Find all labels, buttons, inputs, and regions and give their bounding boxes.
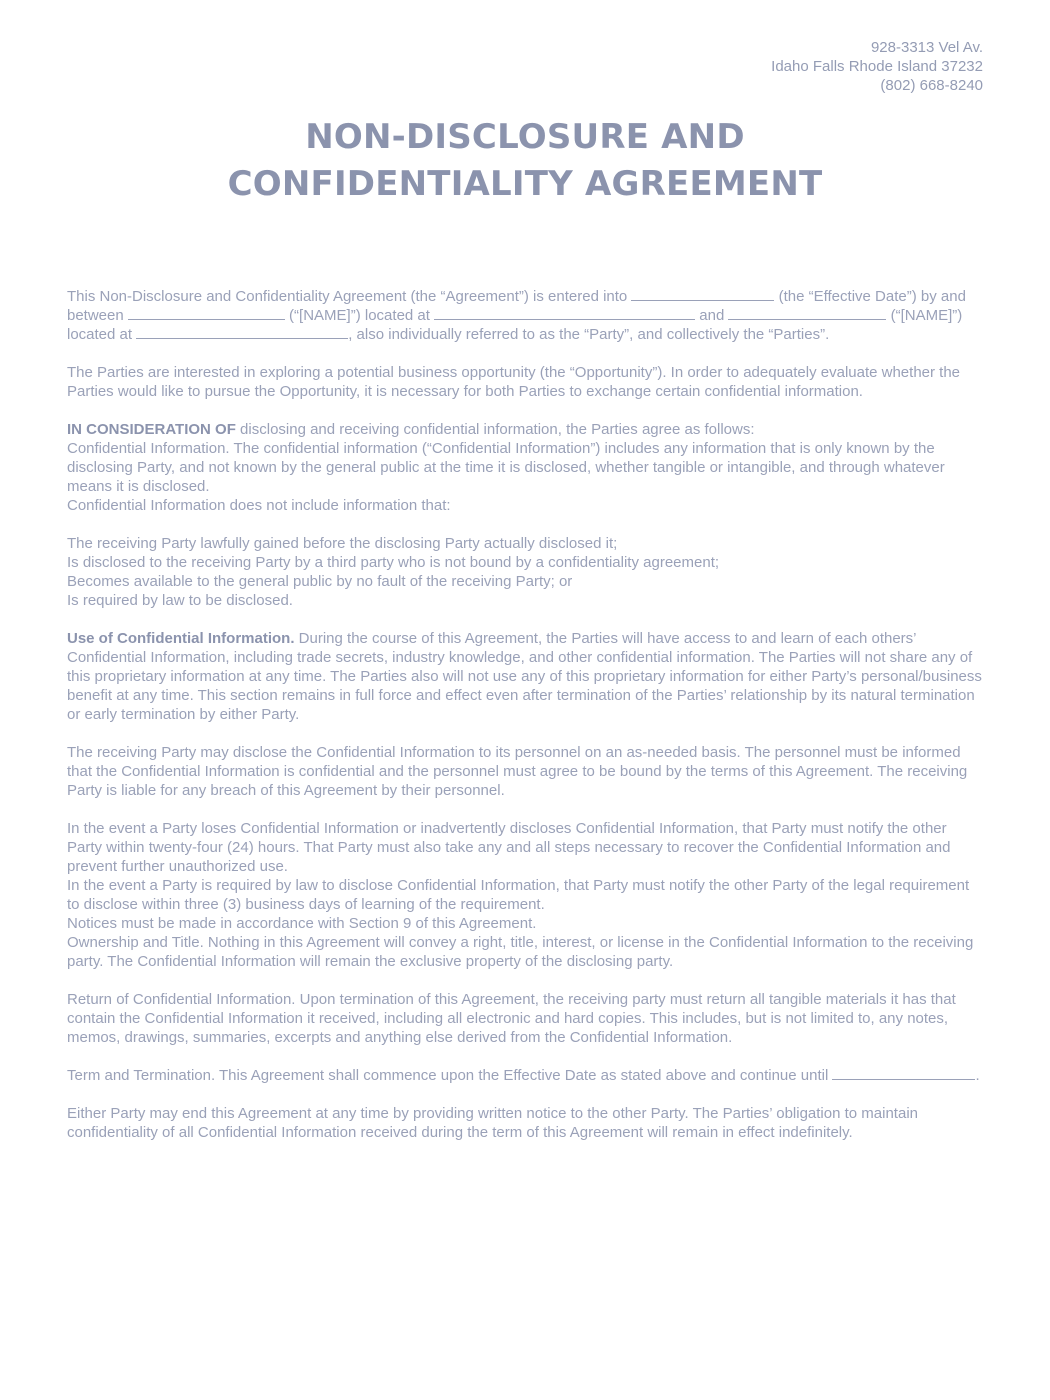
term-end-blank[interactable] (832, 1066, 975, 1080)
exclusion-intro: Confidential Information does not include information that: (67, 497, 451, 514)
exclusion-item: The receiving Party lawfully gained before the disclosing Party actually disclosed it; (67, 535, 618, 552)
address-phone: (802) 668-8240 (880, 77, 983, 94)
use-paragraph (67, 629, 985, 724)
intro-text-3: (“[NAME]”) located at (284, 307, 435, 324)
intro-text-1: This Non-Disclosure and Confidentiality Agreement (the “Agreement”) is entered into (67, 288, 632, 305)
address-street: 928-3313 Vel Av. (870, 39, 983, 56)
return-paragraph: Return of Confidential Information. Upon termination of this Agreement, the receiving party must return all tangible materials it has that contain the Confidential Information it received, including all electronic and hard copies. This includes, but is not limited to, any notes, memos, drawings, summaries, excerpts and anything else derived from the Confidential Information. (67, 991, 956, 1046)
either-party-paragraph: Either Party may end this Agreement at any time by providing written notice to the other Party. The Parties’ obligation to maintain confidentiality of all Confidential Information received during the term of this Agreement will remain in effect indefinitely. (67, 1105, 918, 1141)
party2-address-blank[interactable] (136, 325, 348, 339)
exclusion-item: Is required by law to be disclosed. (67, 592, 293, 609)
use-lead: Use of Confidential Information. (67, 630, 295, 647)
intro-text-5: (“[NAME]”) located at (67, 307, 963, 343)
term-end: . (975, 1067, 980, 1084)
consideration-text: disclosing and receiving confidential information, the Parties agree as follows: (235, 421, 755, 438)
exclusions-list (67, 534, 985, 610)
personnel-paragraph: The receiving Party may disclose the Confidential Information to its personnel on an as-needed basis. The personnel must be informed that the Confidential Information is confidential and the personnel must agree to be bound by the terms of this Agreement. The receiving Party is liable for any breach of this Agreement by their personnel. (67, 744, 968, 799)
title-line-1: NON-DISCLOSURE AND (305, 117, 745, 157)
intro-text-6: , also individually referred to as the “Party”, and collectively the “Parties”. (348, 326, 830, 343)
consideration-paragraph (67, 420, 985, 515)
intro-text-2: (the “Effective Date”) by and between (67, 288, 966, 324)
notices: Notices must be made in accordance with Section 9 of this Agreement. (67, 915, 537, 932)
intro-paragraph (67, 287, 985, 344)
term-text: Term and Termination. This Agreement shall commence upon the Effective Date as stated above and continue until (67, 1067, 833, 1084)
exclusion-item: Becomes available to the general public by no fault of the receiving Party; or (67, 573, 573, 590)
loss-notify: In the event a Party loses Confidential Information or inadvertently discloses Confidential Information, that Party must notify the other Party within twenty-four (24) hours. That Party must also take any and all steps necessary to recover the Confidential Information and prevent further unauthorized use. (67, 820, 951, 875)
exclusion-item: Is disclosed to the receiving Party by a third party who is not bound by a confidentiality agreement; (67, 554, 720, 571)
intro-text-4: and (695, 307, 729, 324)
address-city: Idaho Falls Rhode Island 37232 (771, 58, 983, 75)
agreement-body (67, 287, 985, 1161)
opportunity-paragraph: The Parties are interested in exploring a potential business opportunity (the “Opportunity”). In order to adequately evaluate whether the Parties would like to pursue the Opportunity, it is necessary for both Parties to exchange certain confidential information. (67, 364, 961, 400)
loss-section (67, 819, 985, 971)
party1-address-blank[interactable] (434, 306, 695, 320)
party2-name-blank[interactable] (728, 306, 886, 320)
title-line-2: CONFIDENTIALITY AGREEMENT (227, 164, 823, 204)
ownership-title: Ownership and Title. Nothing in this Agreement will convey a right, title, interest, or license in the Confidential Information to the receiving party. The Confidential Information will remain the exclusive property of the disclosing party. (67, 934, 974, 970)
effective-date-blank[interactable] (631, 287, 774, 301)
sender-address (771, 38, 983, 95)
document-title (0, 114, 1050, 208)
consideration-lead: IN CONSIDERATION OF (67, 421, 236, 438)
party1-name-blank[interactable] (128, 306, 285, 320)
term-paragraph (67, 1066, 985, 1085)
confidential-definition: Confidential Information. The confidential information (“Confidential Information”) includes any information that is only known by the disclosing Party, and not known by the general public at the time it is disclosed, whether tangible or intangible, and through whatever means it is disclosed. (67, 440, 945, 495)
legal-disclosure: In the event a Party is required by law to disclose Confidential Information, that Party must notify the other Party of the legal requirement to disclose within three (3) business days of learning of the requirement. (67, 877, 970, 913)
use-text: During the course of this Agreement, the Parties will have access to and learn of each others’ Confidential Information, including trade secrets, industry knowledge, and other confidential information. The Parties will not share any of this proprietary information at any time. The Parties also will not use any of this proprietary information for either Party’s personal/business benefit at any time. This section remains in full force and effect even after termination of the Parties’ relationship by its natural termination or early termination by either Party. (67, 630, 982, 723)
